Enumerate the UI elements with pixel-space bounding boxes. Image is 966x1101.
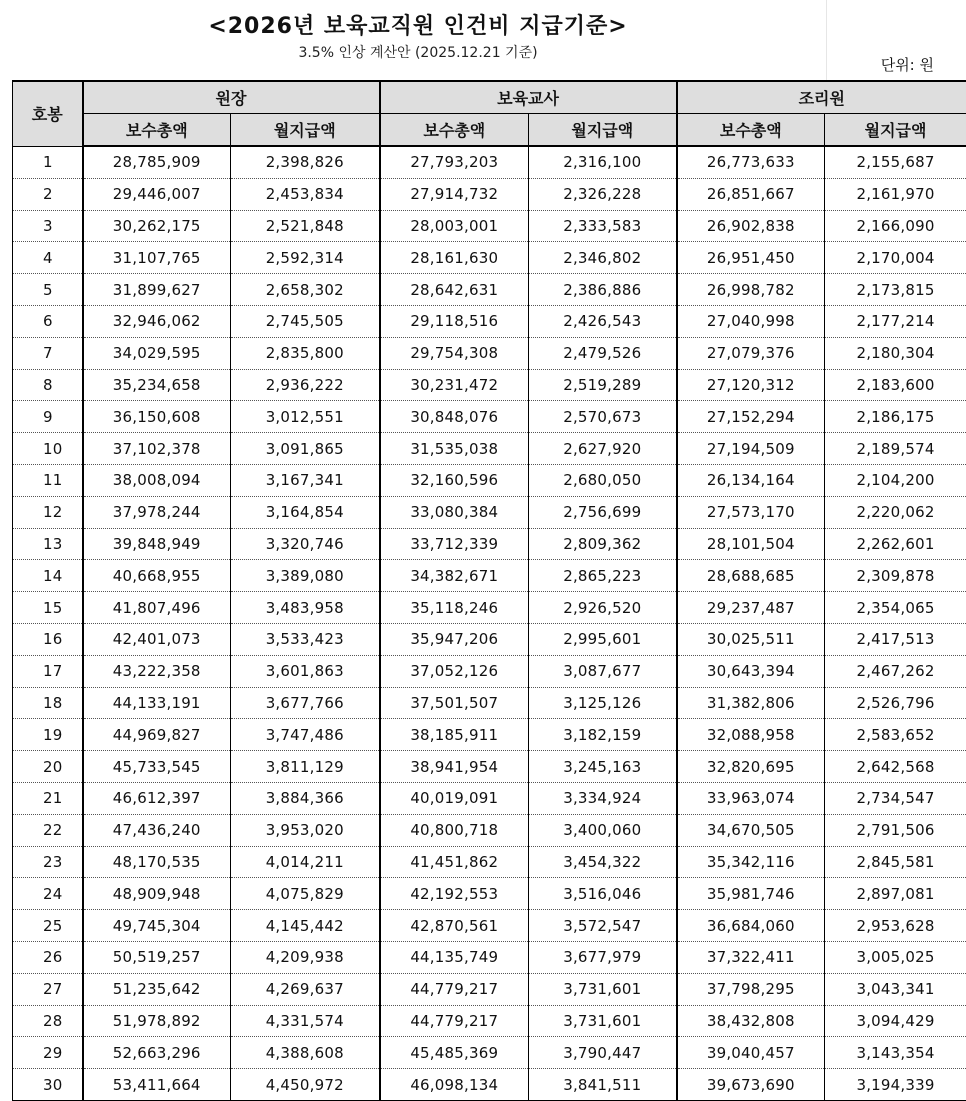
cell-director-total: 52,663,296 [83, 1037, 231, 1069]
cell-step: 27 [13, 973, 83, 1005]
cell-cook-total: 34,670,505 [677, 814, 825, 846]
cell-director-monthly: 4,075,829 [231, 878, 380, 910]
cell-cook-total: 30,643,394 [677, 655, 825, 687]
table-row [13, 560, 966, 592]
header-monthly-pay: 월지급액 [825, 114, 966, 147]
cell-step: 19 [13, 719, 83, 751]
cell-director-total: 29,446,007 [83, 178, 231, 210]
cell-teacher-monthly: 2,346,802 [529, 242, 677, 274]
cell-cook-total: 39,040,457 [677, 1037, 825, 1069]
unit-label: 단위: 원 [881, 54, 934, 76]
cell-teacher-monthly: 2,426,543 [529, 305, 677, 337]
cell-cook-total: 27,079,376 [677, 337, 825, 369]
cell-teacher-total: 29,754,308 [380, 337, 529, 369]
cell-step: 10 [13, 433, 83, 465]
cell-teacher-monthly: 2,865,223 [529, 560, 677, 592]
cell-teacher-total: 34,382,671 [380, 560, 529, 592]
table-row [13, 305, 966, 337]
cell-director-monthly: 4,014,211 [231, 846, 380, 878]
cell-step: 9 [13, 401, 83, 433]
cell-teacher-total: 37,501,507 [380, 687, 529, 719]
cell-teacher-total: 28,161,630 [380, 242, 529, 274]
header-group-cook: 조리원 [677, 81, 966, 114]
cell-director-total: 40,668,955 [83, 560, 231, 592]
cell-cook-monthly: 2,180,304 [825, 337, 966, 369]
header-total-pay: 보수총액 [380, 114, 529, 147]
cell-director-total: 46,612,397 [83, 782, 231, 814]
cell-teacher-total: 45,485,369 [380, 1037, 529, 1069]
header-group-teacher: 보육교사 [380, 81, 677, 114]
cell-step: 11 [13, 464, 83, 496]
table-row [13, 528, 966, 560]
cell-director-total: 36,150,608 [83, 401, 231, 433]
header-group-director: 원장 [83, 81, 380, 114]
table-row [13, 814, 966, 846]
cell-step: 3 [13, 210, 83, 242]
table-row [13, 719, 966, 751]
cell-cook-monthly: 2,467,262 [825, 655, 966, 687]
cell-director-monthly: 3,164,854 [231, 496, 380, 528]
cell-teacher-total: 27,793,203 [380, 146, 529, 178]
table-row [13, 337, 966, 369]
cell-cook-monthly: 2,161,970 [825, 178, 966, 210]
cell-teacher-total: 32,160,596 [380, 464, 529, 496]
cell-cook-monthly: 2,417,513 [825, 623, 966, 655]
cell-cook-total: 27,120,312 [677, 369, 825, 401]
cell-step: 22 [13, 814, 83, 846]
header-row-groups [13, 81, 966, 114]
cell-cook-monthly: 2,177,214 [825, 305, 966, 337]
table-row [13, 1069, 966, 1101]
cell-director-total: 49,745,304 [83, 910, 231, 942]
cell-cook-monthly: 2,642,568 [825, 751, 966, 783]
cell-director-total: 35,234,658 [83, 369, 231, 401]
table-row [13, 1037, 966, 1069]
salary-table [12, 80, 966, 1101]
divider [826, 0, 827, 80]
table-row [13, 146, 966, 178]
cell-director-monthly: 2,398,826 [231, 146, 380, 178]
cell-director-monthly: 3,483,958 [231, 592, 380, 624]
header-total-pay: 보수총액 [677, 114, 825, 147]
cell-step: 16 [13, 623, 83, 655]
cell-step: 20 [13, 751, 83, 783]
cell-cook-total: 26,998,782 [677, 274, 825, 306]
table-row [13, 973, 966, 1005]
cell-director-total: 44,969,827 [83, 719, 231, 751]
cell-step: 21 [13, 782, 83, 814]
cell-teacher-monthly: 3,572,547 [529, 910, 677, 942]
cell-cook-total: 30,025,511 [677, 623, 825, 655]
cell-teacher-total: 28,003,001 [380, 210, 529, 242]
cell-director-monthly: 2,521,848 [231, 210, 380, 242]
cell-cook-monthly: 2,309,878 [825, 560, 966, 592]
header-row-columns [13, 114, 966, 147]
cell-director-monthly: 4,388,608 [231, 1037, 380, 1069]
cell-cook-monthly: 2,155,687 [825, 146, 966, 178]
table-row [13, 433, 966, 465]
cell-director-total: 31,107,765 [83, 242, 231, 274]
cell-cook-total: 32,088,958 [677, 719, 825, 751]
cell-teacher-monthly: 2,333,583 [529, 210, 677, 242]
cell-step: 5 [13, 274, 83, 306]
cell-teacher-monthly: 2,627,920 [529, 433, 677, 465]
cell-cook-total: 26,902,838 [677, 210, 825, 242]
table-row [13, 210, 966, 242]
cell-director-total: 41,807,496 [83, 592, 231, 624]
cell-teacher-total: 44,779,217 [380, 1005, 529, 1037]
cell-director-monthly: 2,835,800 [231, 337, 380, 369]
cell-step: 4 [13, 242, 83, 274]
cell-director-monthly: 4,331,574 [231, 1005, 380, 1037]
cell-cook-total: 36,684,060 [677, 910, 825, 942]
header-monthly-pay: 월지급액 [231, 114, 380, 147]
cell-teacher-monthly: 2,756,699 [529, 496, 677, 528]
cell-director-total: 32,946,062 [83, 305, 231, 337]
cell-cook-total: 27,040,998 [677, 305, 825, 337]
cell-director-monthly: 3,389,080 [231, 560, 380, 592]
cell-cook-monthly: 2,186,175 [825, 401, 966, 433]
table-row [13, 655, 966, 687]
cell-director-monthly: 3,601,863 [231, 655, 380, 687]
table-row [13, 846, 966, 878]
cell-teacher-monthly: 2,479,526 [529, 337, 677, 369]
cell-cook-monthly: 2,845,581 [825, 846, 966, 878]
table-row [13, 878, 966, 910]
cell-cook-total: 27,573,170 [677, 496, 825, 528]
cell-teacher-monthly: 2,680,050 [529, 464, 677, 496]
cell-cook-monthly: 2,354,065 [825, 592, 966, 624]
cell-director-total: 34,029,595 [83, 337, 231, 369]
cell-cook-monthly: 2,166,090 [825, 210, 966, 242]
cell-step: 24 [13, 878, 83, 910]
cell-step: 8 [13, 369, 83, 401]
cell-director-monthly: 3,320,746 [231, 528, 380, 560]
cell-director-total: 48,170,535 [83, 846, 231, 878]
cell-teacher-total: 41,451,862 [380, 846, 529, 878]
cell-teacher-monthly: 3,334,924 [529, 782, 677, 814]
cell-teacher-total: 38,185,911 [380, 719, 529, 751]
cell-cook-total: 27,194,509 [677, 433, 825, 465]
table-row [13, 751, 966, 783]
cell-step: 1 [13, 146, 83, 178]
cell-teacher-total: 31,535,038 [380, 433, 529, 465]
cell-cook-monthly: 2,734,547 [825, 782, 966, 814]
header-step: 호봉 [13, 81, 83, 146]
cell-cook-monthly: 2,170,004 [825, 242, 966, 274]
cell-teacher-total: 37,052,126 [380, 655, 529, 687]
page-subtitle: 3.5% 인상 계산안 (2025.12.21 기준) [0, 44, 836, 62]
cell-director-monthly: 3,953,020 [231, 814, 380, 846]
cell-teacher-total: 46,098,134 [380, 1069, 529, 1101]
cell-teacher-total: 33,080,384 [380, 496, 529, 528]
cell-director-total: 48,909,948 [83, 878, 231, 910]
cell-step: 13 [13, 528, 83, 560]
cell-teacher-monthly: 3,182,159 [529, 719, 677, 751]
cell-director-monthly: 2,745,505 [231, 305, 380, 337]
cell-cook-monthly: 3,043,341 [825, 973, 966, 1005]
cell-cook-total: 32,820,695 [677, 751, 825, 783]
table-row [13, 782, 966, 814]
cell-director-monthly: 2,453,834 [231, 178, 380, 210]
cell-step: 26 [13, 941, 83, 973]
cell-teacher-total: 44,779,217 [380, 973, 529, 1005]
cell-teacher-total: 27,914,732 [380, 178, 529, 210]
cell-teacher-monthly: 3,454,322 [529, 846, 677, 878]
cell-cook-total: 28,688,685 [677, 560, 825, 592]
table-row [13, 274, 966, 306]
cell-cook-total: 38,432,808 [677, 1005, 825, 1037]
cell-director-total: 43,222,358 [83, 655, 231, 687]
page-title: <2026년 보육교직원 인건비 지급기준> [0, 12, 836, 42]
cell-teacher-monthly: 2,570,673 [529, 401, 677, 433]
cell-teacher-total: 30,231,472 [380, 369, 529, 401]
cell-step: 25 [13, 910, 83, 942]
cell-cook-total: 27,152,294 [677, 401, 825, 433]
cell-step: 18 [13, 687, 83, 719]
cell-director-total: 38,008,094 [83, 464, 231, 496]
cell-cook-total: 35,342,116 [677, 846, 825, 878]
cell-director-monthly: 2,936,222 [231, 369, 380, 401]
cell-director-total: 51,978,892 [83, 1005, 231, 1037]
cell-cook-monthly: 3,005,025 [825, 941, 966, 973]
cell-director-monthly: 3,533,423 [231, 623, 380, 655]
cell-director-monthly: 4,450,972 [231, 1069, 380, 1101]
cell-director-total: 45,733,545 [83, 751, 231, 783]
cell-director-total: 30,262,175 [83, 210, 231, 242]
cell-director-total: 37,978,244 [83, 496, 231, 528]
cell-director-total: 47,436,240 [83, 814, 231, 846]
cell-step: 6 [13, 305, 83, 337]
cell-step: 7 [13, 337, 83, 369]
table-row [13, 941, 966, 973]
table-row [13, 401, 966, 433]
cell-teacher-monthly: 3,731,601 [529, 1005, 677, 1037]
cell-teacher-total: 29,118,516 [380, 305, 529, 337]
cell-director-monthly: 4,209,938 [231, 941, 380, 973]
cell-cook-total: 26,951,450 [677, 242, 825, 274]
cell-director-total: 50,519,257 [83, 941, 231, 973]
cell-step: 12 [13, 496, 83, 528]
table-header [13, 81, 966, 146]
cell-step: 28 [13, 1005, 83, 1037]
table-row [13, 464, 966, 496]
cell-cook-monthly: 2,189,574 [825, 433, 966, 465]
cell-cook-monthly: 2,262,601 [825, 528, 966, 560]
cell-director-monthly: 3,884,366 [231, 782, 380, 814]
cell-director-total: 53,411,664 [83, 1069, 231, 1101]
cell-teacher-monthly: 2,316,100 [529, 146, 677, 178]
cell-teacher-total: 38,941,954 [380, 751, 529, 783]
cell-director-monthly: 3,747,486 [231, 719, 380, 751]
cell-teacher-monthly: 3,516,046 [529, 878, 677, 910]
cell-director-total: 39,848,949 [83, 528, 231, 560]
cell-teacher-monthly: 2,995,601 [529, 623, 677, 655]
cell-teacher-total: 30,848,076 [380, 401, 529, 433]
cell-teacher-monthly: 3,790,447 [529, 1037, 677, 1069]
cell-step: 15 [13, 592, 83, 624]
cell-teacher-monthly: 3,125,126 [529, 687, 677, 719]
cell-director-monthly: 3,167,341 [231, 464, 380, 496]
cell-cook-monthly: 2,173,815 [825, 274, 966, 306]
cell-director-monthly: 4,145,442 [231, 910, 380, 942]
cell-cook-total: 37,798,295 [677, 973, 825, 1005]
cell-teacher-monthly: 2,926,520 [529, 592, 677, 624]
cell-step: 29 [13, 1037, 83, 1069]
table-row [13, 687, 966, 719]
cell-teacher-monthly: 2,519,289 [529, 369, 677, 401]
cell-cook-monthly: 3,143,354 [825, 1037, 966, 1069]
cell-teacher-monthly: 3,841,511 [529, 1069, 677, 1101]
cell-cook-total: 26,134,164 [677, 464, 825, 496]
cell-cook-total: 26,851,667 [677, 178, 825, 210]
cell-director-monthly: 4,269,637 [231, 973, 380, 1005]
cell-cook-monthly: 2,953,628 [825, 910, 966, 942]
cell-teacher-total: 44,135,749 [380, 941, 529, 973]
table-row [13, 623, 966, 655]
cell-director-monthly: 3,012,551 [231, 401, 380, 433]
cell-teacher-monthly: 2,326,228 [529, 178, 677, 210]
cell-cook-monthly: 2,897,081 [825, 878, 966, 910]
cell-teacher-total: 42,870,561 [380, 910, 529, 942]
cell-cook-total: 26,773,633 [677, 146, 825, 178]
header-monthly-pay: 월지급액 [529, 114, 677, 147]
cell-cook-total: 28,101,504 [677, 528, 825, 560]
cell-cook-monthly: 2,526,796 [825, 687, 966, 719]
cell-director-monthly: 3,811,129 [231, 751, 380, 783]
cell-director-total: 37,102,378 [83, 433, 231, 465]
cell-teacher-total: 40,019,091 [380, 782, 529, 814]
header-total-pay: 보수총액 [83, 114, 231, 147]
cell-teacher-total: 35,947,206 [380, 623, 529, 655]
cell-cook-total: 35,981,746 [677, 878, 825, 910]
cell-teacher-monthly: 2,386,886 [529, 274, 677, 306]
cell-cook-monthly: 2,791,506 [825, 814, 966, 846]
cell-step: 17 [13, 655, 83, 687]
cell-cook-monthly: 3,194,339 [825, 1069, 966, 1101]
cell-cook-total: 29,237,487 [677, 592, 825, 624]
cell-step: 2 [13, 178, 83, 210]
cell-cook-total: 39,673,690 [677, 1069, 825, 1101]
table-row [13, 496, 966, 528]
cell-step: 30 [13, 1069, 83, 1101]
cell-teacher-monthly: 3,087,677 [529, 655, 677, 687]
table-row [13, 910, 966, 942]
cell-director-total: 28,785,909 [83, 146, 231, 178]
cell-teacher-monthly: 3,400,060 [529, 814, 677, 846]
cell-cook-monthly: 2,183,600 [825, 369, 966, 401]
cell-teacher-total: 42,192,553 [380, 878, 529, 910]
cell-teacher-monthly: 3,731,601 [529, 973, 677, 1005]
cell-cook-monthly: 3,094,429 [825, 1005, 966, 1037]
cell-director-total: 31,899,627 [83, 274, 231, 306]
table-row [13, 242, 966, 274]
table-row [13, 369, 966, 401]
cell-teacher-total: 35,118,246 [380, 592, 529, 624]
cell-director-monthly: 3,677,766 [231, 687, 380, 719]
cell-director-monthly: 2,592,314 [231, 242, 380, 274]
cell-director-total: 51,235,642 [83, 973, 231, 1005]
cell-cook-monthly: 2,104,200 [825, 464, 966, 496]
cell-director-monthly: 2,658,302 [231, 274, 380, 306]
table-body [13, 146, 966, 1100]
cell-teacher-total: 28,642,631 [380, 274, 529, 306]
cell-cook-total: 31,382,806 [677, 687, 825, 719]
cell-cook-monthly: 2,583,652 [825, 719, 966, 751]
cell-director-monthly: 3,091,865 [231, 433, 380, 465]
cell-teacher-monthly: 2,809,362 [529, 528, 677, 560]
cell-director-total: 42,401,073 [83, 623, 231, 655]
cell-teacher-monthly: 3,677,979 [529, 941, 677, 973]
cell-cook-monthly: 2,220,062 [825, 496, 966, 528]
table-row [13, 592, 966, 624]
cell-cook-total: 37,322,411 [677, 941, 825, 973]
table-row [13, 178, 966, 210]
cell-director-total: 44,133,191 [83, 687, 231, 719]
table-row [13, 1005, 966, 1037]
cell-teacher-total: 33,712,339 [380, 528, 529, 560]
cell-teacher-total: 40,800,718 [380, 814, 529, 846]
cell-teacher-monthly: 3,245,163 [529, 751, 677, 783]
cell-step: 14 [13, 560, 83, 592]
cell-step: 23 [13, 846, 83, 878]
cell-cook-total: 33,963,074 [677, 782, 825, 814]
